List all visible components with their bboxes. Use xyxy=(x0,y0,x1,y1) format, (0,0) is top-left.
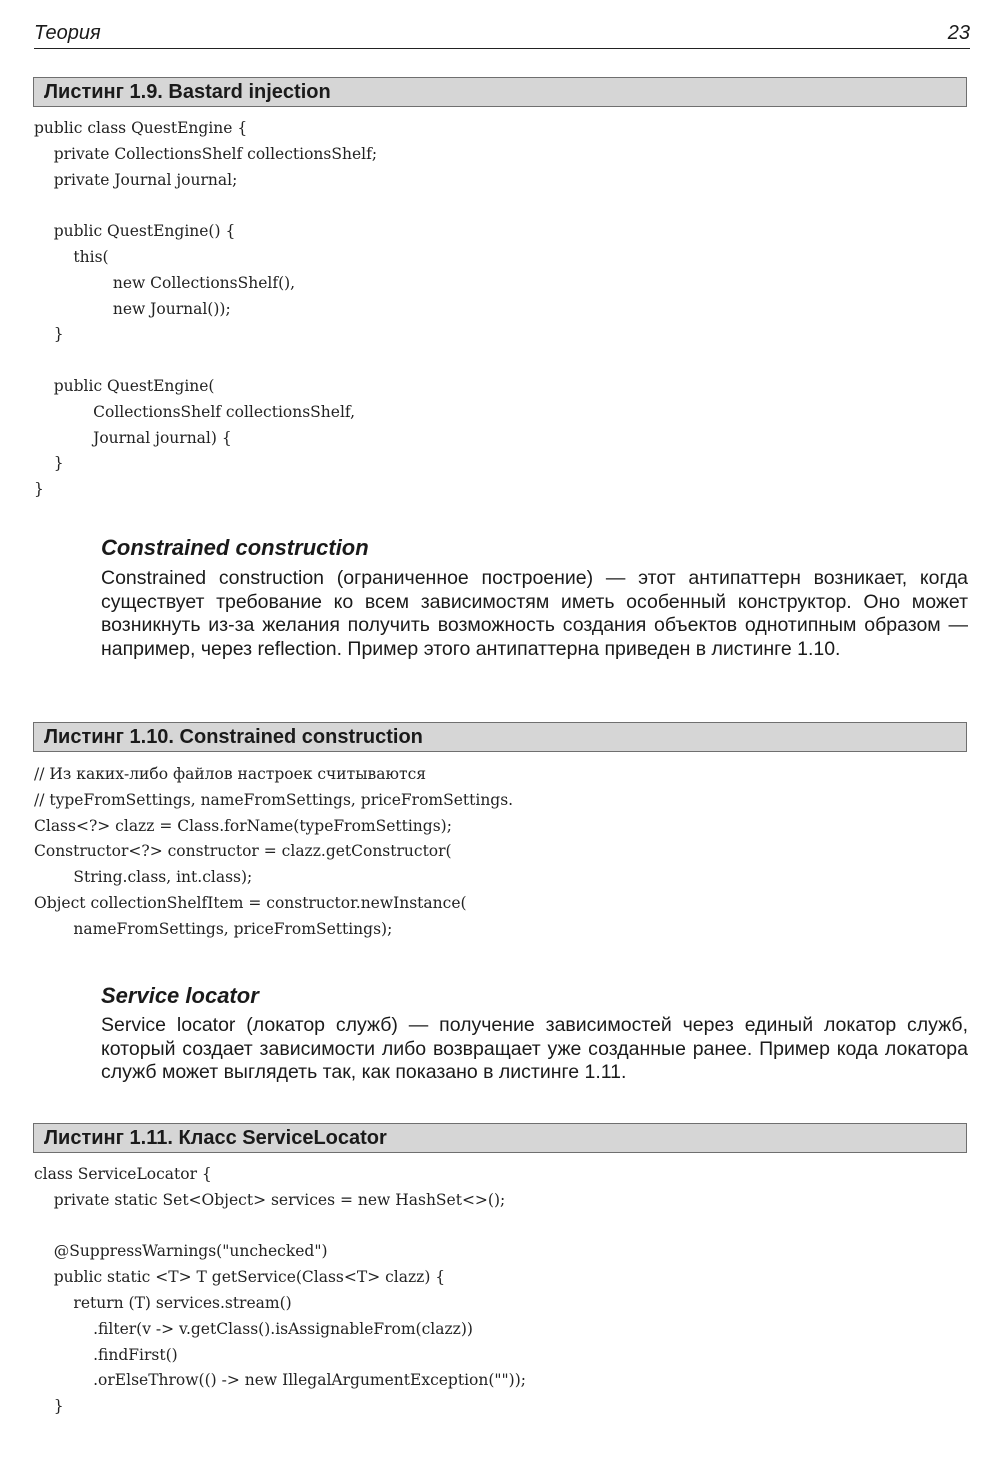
running-header xyxy=(34,22,970,49)
code-line: private Journal journal; xyxy=(34,170,238,189)
code-line: new CollectionsShelf(), xyxy=(34,273,296,292)
listing-1-11-code xyxy=(34,1162,526,1420)
code-line: public QuestEngine( xyxy=(34,376,215,395)
code-line: Class<?> clazz = Class.forName(typeFromSettings); xyxy=(34,816,452,835)
code-line xyxy=(34,348,377,374)
code-line: .filter(v -> v.getClass().isAssignableFrom(clazz)) xyxy=(34,1319,473,1338)
code-line: nameFromSettings, priceFromSettings); xyxy=(34,919,393,938)
listing-1-10-title: Листинг 1.10. Constrained construction xyxy=(33,722,967,752)
code-line: new Journal()); xyxy=(34,299,231,318)
listing-1-9-code xyxy=(34,116,377,503)
code-line: .orElseThrow(() -> new IllegalArgumentException("")); xyxy=(34,1371,526,1390)
code-line: // Из каких-либо файлов настроек считываются xyxy=(34,765,427,783)
code-line: Constructor<?> constructor = clazz.getConstructor( xyxy=(34,842,452,861)
code-line: this( xyxy=(34,247,109,266)
listing-1-10-code xyxy=(34,762,513,943)
code-line: } xyxy=(34,454,64,473)
code-line: } xyxy=(34,480,44,499)
code-line xyxy=(34,193,377,219)
code-line: public class QuestEngine { xyxy=(34,119,248,137)
code-line: CollectionsShelf collectionsShelf, xyxy=(34,402,356,421)
code-line: @SuppressWarnings("unchecked") xyxy=(34,1242,328,1261)
code-line: .findFirst() xyxy=(34,1345,178,1364)
listing-1-11-title: Листинг 1.11. Класс ServiceLocator xyxy=(33,1123,967,1153)
code-line: class ServiceLocator { xyxy=(34,1165,212,1183)
service-locator-paragraph: Service locator (локатор служб) — получение зависимостей через единый локатор служб, который создает зависимости либо возвращает уже созданные ранее. Пример кода локатора служб может выглядеть так, как показано в листинге 1.11. xyxy=(101,1014,968,1083)
code-line: // typeFromSettings, nameFromSettings, priceFromSettings. xyxy=(34,790,514,809)
code-line: private CollectionsShelf collectionsShelf; xyxy=(34,144,378,163)
constrained-construction-heading: Constrained construction xyxy=(101,535,369,560)
code-line: return (T) services.stream() xyxy=(34,1293,292,1312)
page-number: 23 xyxy=(947,22,970,44)
code-line: } xyxy=(34,325,64,344)
code-line: Object collectionShelfItem = constructor.newInstance( xyxy=(34,893,467,912)
code-line: String.class, int.class); xyxy=(34,868,253,887)
running-head-section: Теория xyxy=(34,22,101,44)
code-line: } xyxy=(34,1397,64,1416)
code-line xyxy=(34,1214,526,1240)
code-line: Journal journal) { xyxy=(34,428,232,447)
listing-1-9-title: Листинг 1.9. Bastard injection xyxy=(33,77,967,107)
constrained-construction-paragraph: Constrained construction (ограниченное построение) — этот антипаттерн возникает, когда существует требование ко всем зависимостям иметь особенный конструктор. Оно может возникнуть из-за желания получить возможность создания объектов однотипным образом — например, через reflection. Пример этого антипаттерна приведен в листинге 1.10. xyxy=(101,567,968,660)
code-line: public QuestEngine() { xyxy=(34,222,236,241)
code-line: private static Set<Object> services = new HashSet<>(); xyxy=(34,1190,506,1209)
code-line: public static <T> T getService(Class<T> clazz) { xyxy=(34,1268,446,1287)
service-locator-heading: Service locator xyxy=(101,983,259,1008)
